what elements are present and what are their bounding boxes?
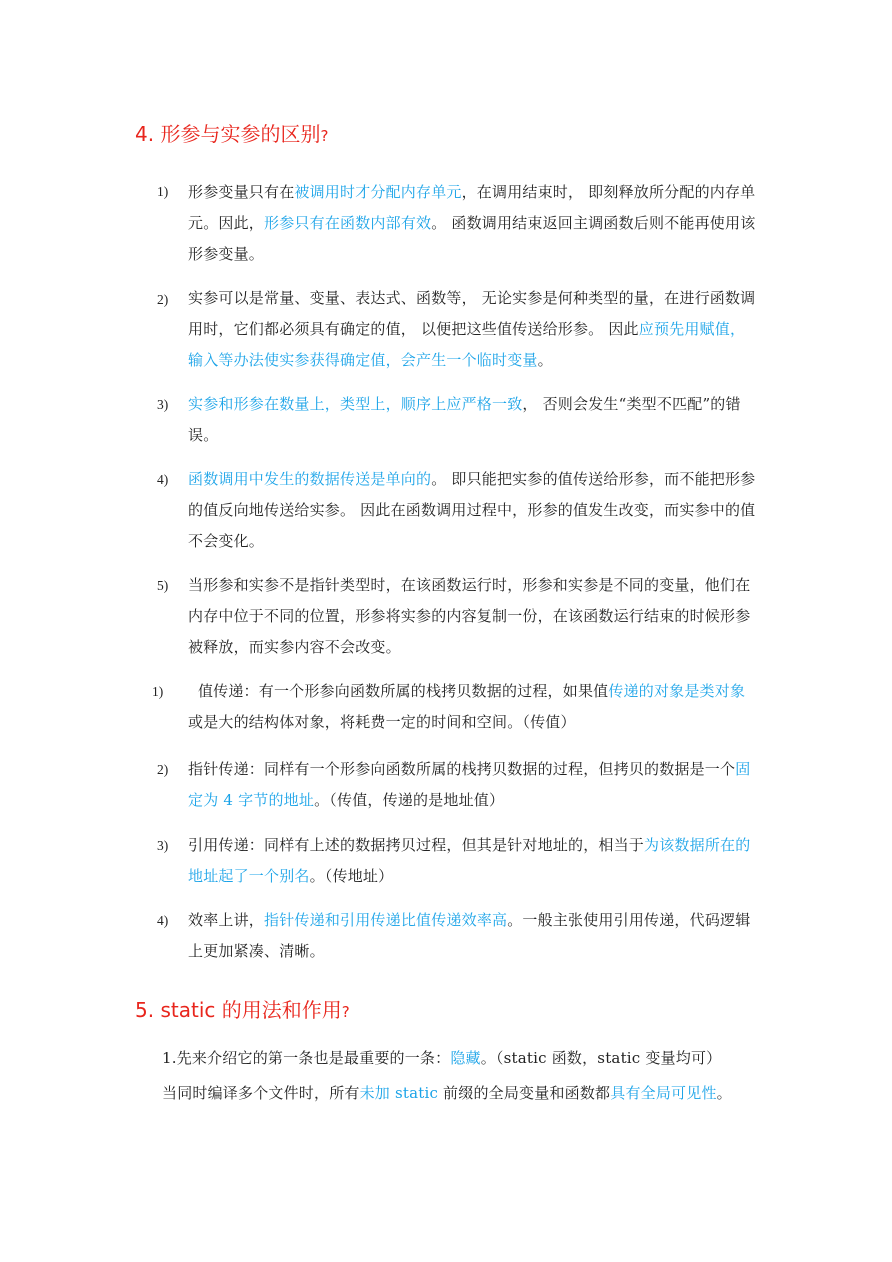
section-5-heading	[135, 994, 350, 1023]
list-item-text	[188, 830, 760, 892]
body-text: 值传递：有一个形参向函数所属的栈拷贝数据的过程，如果值	[188, 682, 609, 700]
section-4-question-mark: ?	[320, 127, 329, 145]
body-text: 指针传递：同样有一个形参向函数所属的栈拷贝数据的过程，但拷贝的数据是一个	[188, 760, 736, 778]
highlighted-text: 固定为 4 字节的地址	[188, 760, 751, 809]
section-4-heading	[135, 118, 328, 147]
body-text: 前缀的全局变量和函数都	[438, 1084, 611, 1102]
body-text: 。	[537, 351, 553, 369]
highlighted-text: 指针传递和引用传递比值传递效率高	[264, 911, 508, 929]
list-item-number: 2)	[157, 762, 169, 777]
body-text: 或是大的结构体对象，将耗费一定的时间和空间。（传值）	[188, 713, 576, 731]
section-4-number: 4.	[135, 122, 155, 146]
body-text: 引用传递：同样有上述的数据拷贝过程，但其是针对地址的，相当于	[188, 836, 645, 854]
body-text: 。一般主张使用引用传递，代码逻辑上更加紧凑、清晰。	[188, 911, 751, 960]
highlighted-text: 应预先用赋值，输入等办法使实参获得确定值，会产生一个临时变量	[188, 320, 746, 369]
list-item-number: 4)	[157, 472, 169, 487]
list-item-text	[188, 570, 760, 663]
list-item-number: 3)	[157, 397, 169, 412]
highlighted-text: 被调用时才分配内存单元	[294, 183, 462, 201]
body-text: 当形参和实参不是指针类型时，在该函数运行时，形参和实参是不同的变量，他们在内存中位于不同的位置，形参将实参的内容复制一份，在该函数运行结束的时候形参被释放，而实参内容不会改变。	[188, 576, 751, 656]
list-item-text	[188, 464, 760, 557]
list-item-number: 4)	[157, 913, 169, 928]
list-item-number: 1)	[152, 684, 164, 699]
section-5-number: 5.	[135, 998, 155, 1022]
body-text: 效率上讲，	[188, 911, 265, 929]
body-text: 形参变量只有在	[188, 183, 295, 201]
highlighted-text: 传递的对象是类对象	[608, 682, 746, 700]
body-text: 。（传地址）	[309, 867, 394, 885]
list-item-text	[188, 754, 760, 816]
highlighted-text: 实参和形参在数量上，类型上，顺序上应严格一致	[188, 395, 523, 413]
list-item-number: 1)	[157, 184, 169, 199]
body-text: 当同时编译多个文件时，所有	[162, 1084, 360, 1102]
body-text: 1.先来介绍它的第一条也是最重要的一条：	[162, 1049, 451, 1067]
highlighted-text: 为该数据所在的地址起了一个别名	[188, 836, 751, 885]
body-text: 实参可以是常量、变量、表达式、函数等， 无论实参是何种类型的量，在进行函数调用时，它们都必须具有确定的值， 以便把这些值传送给形参。 因此	[188, 289, 756, 338]
list-item-number: 5)	[157, 578, 169, 593]
section-5-paragraph-2	[162, 1078, 732, 1109]
list-item-text	[188, 389, 760, 451]
section-5-paragraph-1	[162, 1043, 721, 1074]
section-5-title: static 的用法和作用	[160, 998, 342, 1022]
highlighted-text: 形参只有在函数内部有效	[264, 214, 432, 232]
body-text: 。（static 函数，static 变量均可）	[480, 1049, 722, 1067]
list-item-text	[188, 177, 760, 270]
body-text: ，在调用结束时， 即刻释放所分配的内存单元。因此，	[188, 183, 756, 232]
highlighted-text: 函数调用中发生的数据传送是单向的	[188, 470, 432, 488]
body-text: 。	[716, 1084, 732, 1102]
highlighted-text: 具有全局可见性	[610, 1084, 717, 1102]
body-text: 。 函数调用结束返回主调函数后则不能再使用该形参变量。	[188, 214, 756, 263]
body-text: 。 即只能把实参的值传送给形参，而不能把形参的值反向地传送给实参。 因此在函数调用过程中，形参的值发生改变，而实参中的值不会变化。	[188, 470, 756, 550]
section-5-question-mark: ?	[341, 1003, 350, 1021]
highlighted-text: 隐藏	[450, 1049, 481, 1067]
body-text: 。（传值，传递的是地址值）	[314, 791, 505, 809]
section-4-title: 形参与实参的区别	[160, 122, 321, 146]
list-item-number: 2)	[157, 292, 169, 307]
list-item-number: 3)	[157, 838, 169, 853]
list-item-text	[188, 676, 760, 738]
list-item-text	[188, 905, 760, 967]
list-item-text	[188, 283, 760, 376]
highlighted-text: 未加 static	[359, 1084, 439, 1102]
body-text: ， 否则会发生“类型不匹配”的错误。	[188, 395, 741, 444]
